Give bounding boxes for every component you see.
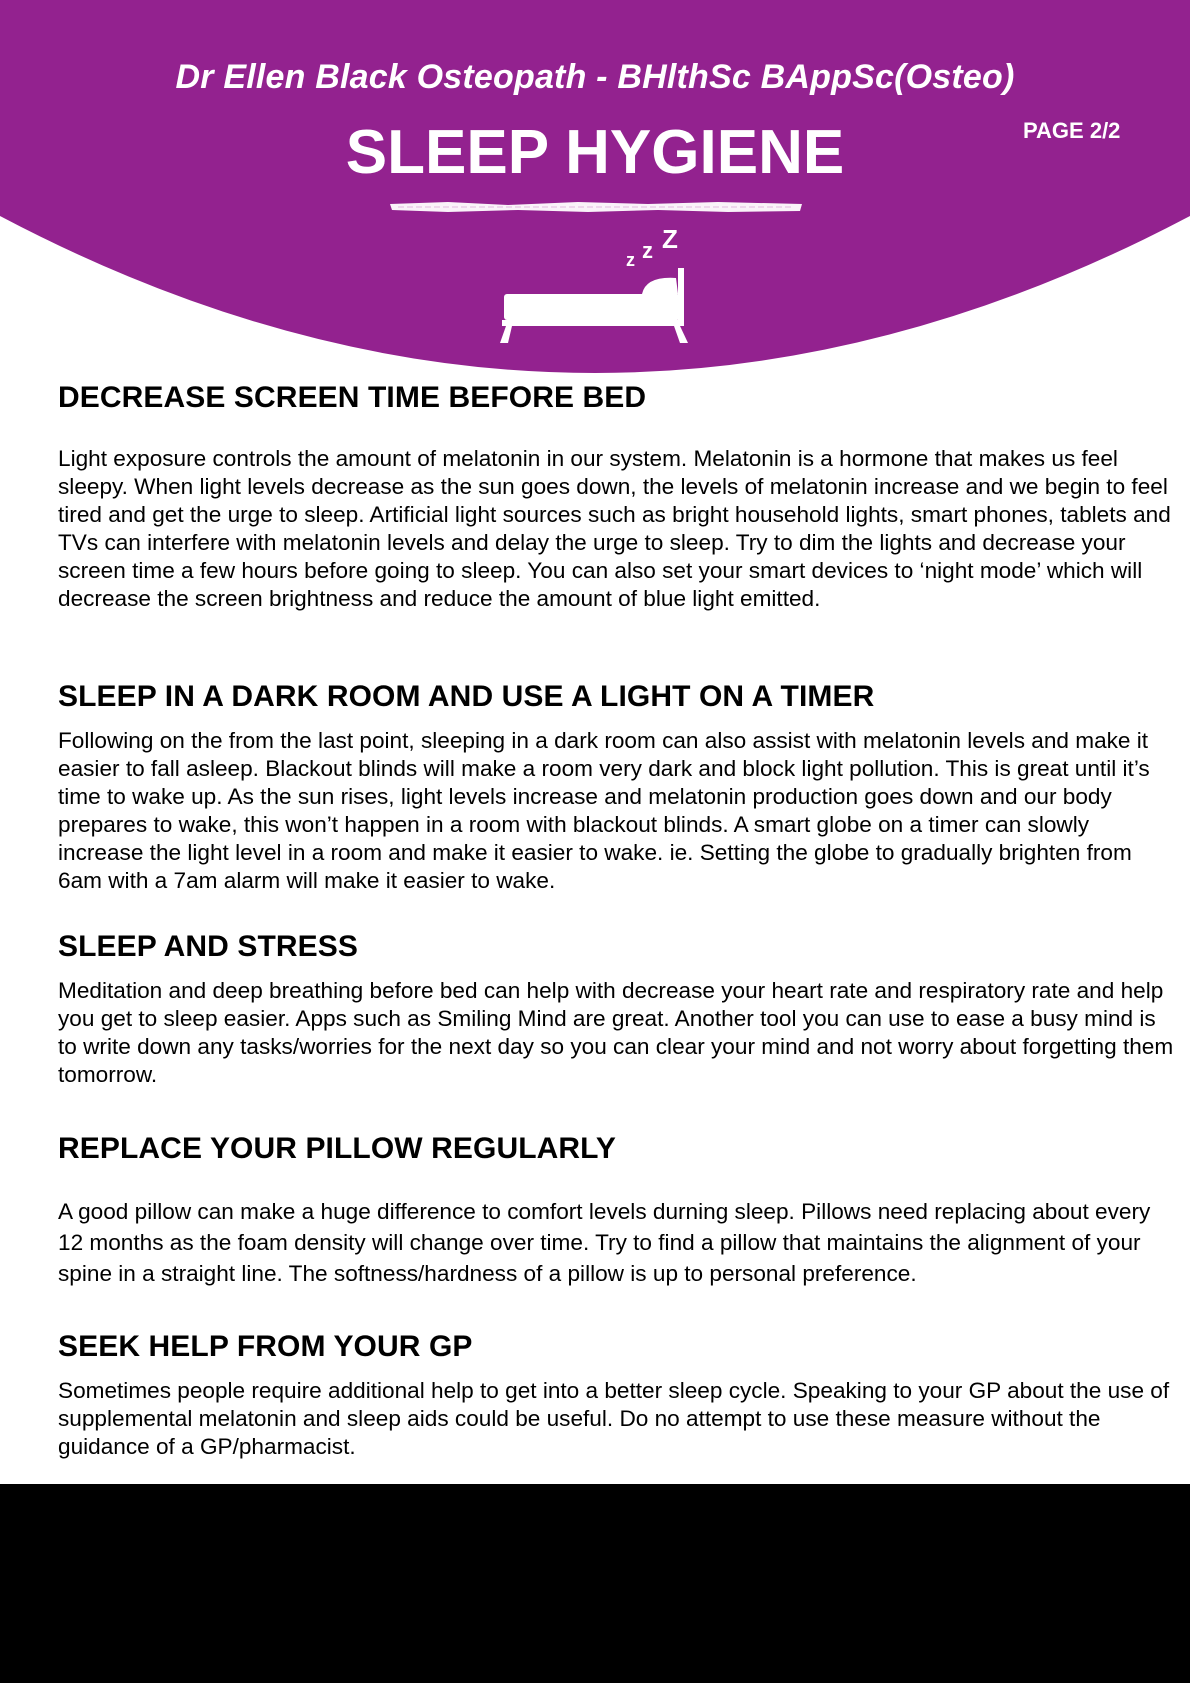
page-title: SLEEP HYGIENE (345, 118, 845, 187)
zzz-medium: z (642, 238, 653, 263)
zzz-large: Z (662, 224, 678, 254)
section-pillow (58, 1131, 1178, 1289)
section-heading: SLEEP AND STRESS (58, 930, 359, 963)
section-body: Following on the from the last point, sleeping in a dark room can also assist with melatonin levels and make it easier to fall asleep. Blackout blinds will make a room very dark and block light pollution. This is great until it’s time to wake up. As the sun rises, light levels increase and melatonin production goes down and our body prepares to wake, this won’t happen in a room with blackout blinds. A smart globe on a timer can slowly increase the light level in a room and make it easier to wake. ie. Setting the globe to gradually brighten from 6am with a 7am alarm will make it easier to wake. (58, 728, 1150, 893)
section-body: Meditation and deep breathing before bed can help with decrease your heart rate and respiratory rate and help you get to sleep easier. Apps such as Smiling Mind are great. Another tool you can use to ease a busy mind is to write down any tasks/worries for the next day so you can clear your mind and not worry about forgetting them tomorrow. (58, 978, 1174, 1087)
page-number: PAGE 2/2 (1023, 118, 1121, 143)
doctor-name: Dr Ellen Black Osteopath - BHlthSc BAppSc(Osteo) (175, 58, 1015, 96)
section-heading: REPLACE YOUR PILLOW REGULARLY (58, 1132, 616, 1165)
section-stress (58, 929, 1178, 1089)
section-screen-time (58, 380, 1178, 613)
section-body: Sometimes people require additional help to get into a better sleep cycle. Speaking to your GP about the use of supplemental melatonin and sleep aids could be useful. Do no attempt to use these measure without the guidance of a GP/pharmacist. (58, 1378, 1170, 1459)
brush-stroke-icon (388, 199, 804, 215)
section-body: Light exposure controls the amount of melatonin in our system. Melatonin is a hormone that makes us feel sleepy. When light levels decrease as the sun goes down, the levels of melatonin increase and we begin to feel tired and get the urge to sleep. Artificial light sources such as bright household lights, smart phones, tablets and TVs can interfere with melatonin levels and delay the urge to sleep. Try to dim the lights and decrease your screen time a few hours before going to sleep. You can also set your smart devices to ‘night mode’ which will decrease the screen brightness and reduce the amount of blue light emitted. (58, 446, 1171, 611)
section-heading: SLEEP IN A DARK ROOM AND USE A LIGHT ON A TIMER (58, 680, 875, 713)
section-body: A good pillow can make a huge difference to comfort levels durning sleep. Pillows need replacing about every 12 months as the foam density will change over time. Try to find a pillow that maintains the alignment of your spine in a straight line. The softness/hardness of a pillow is up to personal preference. (58, 1199, 1151, 1286)
footer-bar (0, 1484, 1190, 1683)
bed-icon (496, 222, 696, 346)
section-heading: DECREASE SCREEN TIME BEFORE BED (58, 381, 647, 414)
section-gp (58, 1329, 1178, 1461)
section-dark-room (58, 679, 1178, 895)
section-heading: SEEK HELP FROM YOUR GP (58, 1330, 473, 1363)
zzz-small: z (626, 250, 635, 270)
